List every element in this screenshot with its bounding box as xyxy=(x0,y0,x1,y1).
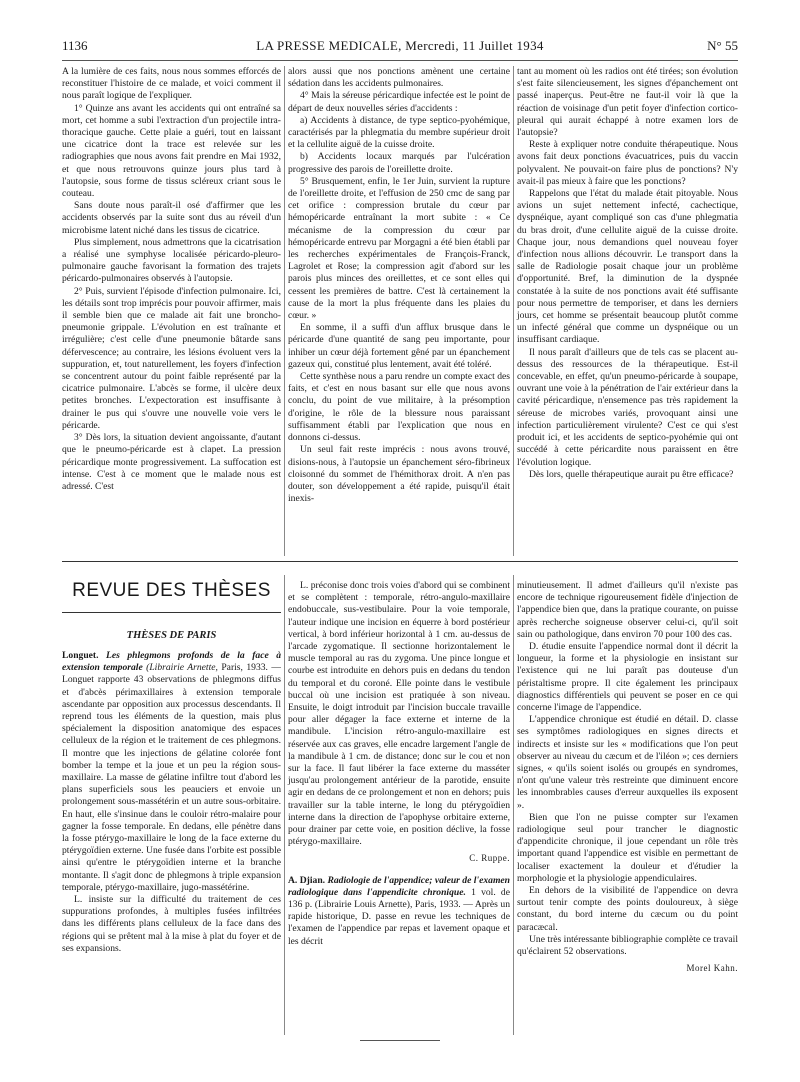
section-divider xyxy=(62,561,738,562)
paragraph: Un seul fait reste imprécis : nous avons trouvé, disions-nous, à l'autopsie un épanchement séro-fibrineux cloisonné du sommet de l'hémithorax droit. A n'en pas douter, son développement a été rapide, puisqu'il était inexis- xyxy=(288,444,510,505)
page-number: 1136 xyxy=(62,38,88,53)
paragraph: En somme, il a suffi d'un afflux brusque dans le péricarde d'une quantité de sang peu importante, pour inhiber un cœur déjà fortement gêné par un épanchement gazeux qui, constitué plus lentement, avait été toléré. xyxy=(288,322,510,370)
header-divider xyxy=(62,60,738,61)
paragraph: A la lumière de ces faits, nous nous sommes efforcés de reconstituer l'histoire de ce malade, et voici comment il nous paraît logique de l'expliquer. xyxy=(62,66,281,102)
paragraph: D. étudie ensuite l'appendice normal dont il décrit la longueur, la forme et la physiologie en insistant sur l'existence qui ne lui paraît pas douteuse d'un péristaltisme propre. Il cite également les principaux diagnostics différentiels qui peuvent se poser en ce qui concerne l'image de l'appendice. xyxy=(517,641,738,714)
paragraph: 1° Quinze ans avant les accidents qui ont entraîné sa mort, cet homme a subi l'extraction d'un projectile intra-thoracique gauche. Cette plaie a guéri, tout en laissant une cicatrice dont la trace est relevée sur les radiographies que nous avons fait prendre en Mai 1932, et que nous retrouvons quinze jours plus tard à l'autopsie, sous forme de tissus scléreux criant sous le couteau. xyxy=(62,102,281,200)
thesis-entry xyxy=(62,650,281,894)
paragraph: L. insiste sur la difficulté du traitement de ces suppurations profondes, à multiples fusées infiltrées dans les différents plans celluleux de la face dans des régions qui se prêtent mal à la mise à plat du foyer et de ses expansions. xyxy=(62,894,281,954)
paragraph: tant au moment où les radios ont été tirées; son évolution s'est faite silencieusement, les signes d'épanchement ont passé inaperçus. Peut-être ne faut-il voir là que la réaction de voisinage d'un petit foyer d'infection cortico-pleural qui aurait échappé à notre examen lors de l'autopsie? xyxy=(517,66,738,139)
thesis-place-year: Paris, 1933. xyxy=(221,662,268,674)
section-subtitle: THÈSES DE PARIS xyxy=(126,630,217,641)
paragraph: Bien que l'on ne puisse compter sur l'examen radiologique seul pour trancher le diagnostic d'appendicite chronique, il joue cependant un rôle très important quand l'appendice est visible en permettant de localiser exactement la douleur et d'étudier la morphologie et la physiologie appendiculaires. xyxy=(517,811,738,884)
paragraph: 2° Puis, survient l'épisode d'infection pulmonaire. Ici, les détails sont trop imprécis pour pouvoir affirmer, mais il semble bien que ce malade ait fait une broncho-pneumonie grippale. L'évolution en est traînante et irrégulière; c'est celle d'une pneumonie bâtarde sans défervescence; au contraire, les lésions évoluent vers la suppuration, et, tout naturellement, les foyers d'infection se concentrent autour du point faible représenté par la cicatrice pulmonaire. L'abcès se forme, il ulcère deux petites bronches. L'expectoration est insuffisante à drainer le pus qui s'ouvre une nouvelle voie vers le péricarde. xyxy=(62,285,281,431)
paragraph: 3° Dès lors, la situation devient angoissante, d'autant que le pneumo-péricarde est à clapet. La pression péricardique monte progressivement. La suffocation est intense. C'est à ce moment que le malade nous est adressé. C'est xyxy=(62,432,281,492)
column-divider xyxy=(284,66,285,556)
thesis-signature: Morel Kahn. xyxy=(686,963,738,974)
paragraph: alors aussi que nos ponctions amènent une certaine sédation dans les accidents pulmonaires. xyxy=(288,66,510,90)
journal-title: LA PRESSE MEDICALE, Mercredi, 11 Juillet 1934 xyxy=(256,38,544,53)
thesis-publisher: (Librairie Arnette, xyxy=(146,662,218,674)
paragraph: b) Accidents locaux marqués par l'ulcération progressive des parois de l'oreillette droite. xyxy=(288,151,510,175)
thesis-author: A. Djian. xyxy=(288,874,326,886)
paragraph: Dès lors, quelle thérapeutique aurait pu être efficace? xyxy=(529,468,734,480)
thesis-column-3 xyxy=(517,580,738,975)
paragraph: L'appendice chronique est étudié en détail. D. classe ses symptômes radiologiques en signes directs et indirects et insiste sur les « modifications que l'on peut observer au niveau du cæcum et de l'iléon »; ces derniers signes, « qu'ils soient isolés ou groupés en syndromes, n'ont qu'une valeur très restreinte que diminuent encore les innombrables causes d'erreur auxquelles ils exposent ». xyxy=(517,714,738,811)
paragraph: Rappelons que l'état du malade était pitoyable. Nous avions un sujet nettement infecté, cachectique, dyspnéique, ayant compliqué son cas d'une phlegmatia du bras droit, d'une cellulite aiguë de la cuisse droite. Chaque jour, nous demandions quel nouveau foyer d'infection nous allions découvrir. Le transport dans la salle de Radiologie posait chaque jour un problème d'opportunité. Bref, la diminution de la dyspnée constatée à la suite de nos ponctions avait été suffisante pour nous permettre de temporiser, et dans les derniers jours, cet homme se présentait beaucoup plutôt comme un infecté général que comme un dyspnéique ou un insuffisant cardiaque. xyxy=(517,188,738,346)
paragraph: En dehors de la visibilité de l'appendice on devra surtout tenir compte des points douloureux, à siège constant, du bord interne du cæcum ou du point paracæcal. xyxy=(517,885,738,933)
thesis-details: 1 vol. de 136 p. (Librairie Louis Arnette), Paris, 1933. — Après un rapide historique, D. passe en revue les techniques de l'examen de l'appendice par repas et lavement opaque et les décrit xyxy=(288,886,510,947)
paragraph: Plus simplement, nous admettrons que la cicatrisation a réalisé une symphyse localisée péricardo-pleuro-pulmonaire gauche favorisant la formation des trajets péricardo-pulmonaires observés à l'autopsie. xyxy=(62,236,281,285)
paragraph: Reste à expliquer notre conduite thérapeutique. Nous avons fait deux ponctions évacuatrices, puis du vaccin polyvalent. Ne pouvait-on faire plus de ponctions? N'y avait-il pas mieux à faire que les ponctions? xyxy=(517,139,738,187)
thesis-signature: C. Ruppe. xyxy=(469,853,510,864)
paragraph: a) Accidents à distance, de type septico-pyohémique, caractérisés par la phlegmatia du membre supérieur droit et la cellulite aiguë de la cuisse droite. xyxy=(288,114,510,151)
page-header xyxy=(62,38,738,60)
column-divider xyxy=(513,66,514,556)
paragraph: Cette synthèse nous a paru rendre un compte exact des faits, et c'est en nous basant sur elle que nous avons conclu, du point de vue militaire, à la présomption d'origine, le rôle de la blessure nous paraissant suffisamment établi par l'explication que nous en donnons ci-dessus. xyxy=(288,371,510,444)
thesis-entry xyxy=(288,875,510,948)
issue-number: N° 55 xyxy=(707,38,738,53)
thesis-column-2 xyxy=(288,580,510,948)
thesis-column-1 xyxy=(62,650,281,955)
end-rule xyxy=(360,1040,440,1041)
article-column-3 xyxy=(517,66,738,481)
section-title: REVUE DES THÈSES xyxy=(72,580,271,601)
thesis-title: Radiologie de l'appendice; valeur de l'examen radiologique dans l'appendicite chronique. xyxy=(288,874,511,898)
paragraph: Une très intéressante bibliographie complète ce travail qu'éclairent 52 observations. xyxy=(517,933,738,958)
paragraph: — Longuet rapporte 43 observations de phlegmons diffus et d'abcès périmaxillaires à extension temporale ascendante par opposition aux processus descendants. Il reprend tous les éléments de la question, mais plus spécialement la disposition anatomique des espaces celluleux de la région et le traitement de ces phlegmons. Il montre que les injections de gélatine colorée font bomber la tempe et la joue et un peu la région sous-maxillaire. La masse de gélatine infiltre tout d'abord les plans superficiels sous les peauciers et envoie un prolongement sous-massétérin et un autre sous-orbitaire. En haut, elle s'insinue dans le couloir rétro-malaire pour gagner la fosse temporale. En dedans, elle pénètre dans la fosse ptérygo-maxillaire le long de la face externe du ptérygoïdien externe. Une fusée dans l'orbite est possible ainsi qu'entre le ptérygoïdien interne et la branche montante. Il s'agit donc de phlegmons à triple expansion temporale, ptérygo-maxillaire, jugo-massétérine. xyxy=(62,662,281,893)
paragraph: Sans doute nous paraît-il osé d'affirmer que les accidents observés par la suite sont dus au réveil d'un microbisme latent niché dans les tissus de cicatrice. xyxy=(62,200,281,236)
paragraph: minutieusement. Il admet d'ailleurs qu'il n'existe pas encore de technique rigoureusement fidèle d'injection de l'appendice bien que, dans la pratique courante, on puisse après recherche soigneuse observer celui-ci, qu'il soit sain ou pathologique, dans environ 70 pour 100 des cas. xyxy=(517,580,738,640)
article-column-1 xyxy=(62,66,281,493)
article-column-2 xyxy=(288,66,510,505)
paragraph: Il nous paraît d'ailleurs que de tels cas se placent au-dessus des ressources de la thérapeutique. Est-il concevable, en effet, qu'un pneumo-péricarde à soupape, ouvrant une voie à la pénétration de l'air extérieur dans la cavité péricardique, n'ensemence pas très rapidement la séreuse de microbes variés, provoquant ainsi une infection particulièrement virulente? C'est ce qui s'est produit ici, et les accidents de septico-pyohémie qui ont succédé à cette péricardite nous paraissent en être l'évolution logique. xyxy=(517,346,738,468)
paragraph: 5° Brusquement, enfin, le 1er Juin, survient la rupture de l'oreillette droite, et l'effusion de 250 cmc de sang par cet orifice : compression brutale du cœur par hémopéricarde entraînant la mort subite : « Ce mécanisme de la compression du cœur par hémopéricarde entrevu par Morgagni a été bien établi par les recherches expérimentales de François-Franck, Lagrolet et Rose; la compression agit d'abord sur les parois plus minces des oreillettes, et ce sont elles qui cessent les premières de battre. C'est là certainement la cause de la mort la plus fréquente dans les plaies du cœur. » xyxy=(288,175,510,322)
column-divider xyxy=(284,575,285,1035)
paragraph: L. préconise donc trois voies d'abord qui se combinent et se complètent : temporale, rétro-angulo-maxillaire endobuccale, sus-vestibulaire. Pour la voie temporale, l'auteur indique une incision en équerre à bord postérieur vertical, à bord inférieur horizontal à 1 cm. au-dessus de l'arcade zygomatique. Il sectionne horizontalement le muscle temporal au ras du zygoma. Une pince longue et courbe est introduite en dehors puis en dedans du tendon du temporal et du coroné. Elle pointe dans le vestibule buccal où une incision est pratiquée à son niveau. Ensuite, le doigt introduit par l'incision buccale travaille pour aller dégager la face externe et interne de la mandibule. L'incision rétro-angulo-maxillaire est réservée aux cas graves, elle encadre largement l'angle de la mandibule à 1 cm. de distance; donc sur le cou et non sur la face. Il faut libérer la face externe du masséter jusqu'au prolongement antérieur de la parotide, ensuite agir en dedans de ce prolongement et non en dehors; puis travailler sur la table interne, le long du ptérygoïdien interne dans la direction de l'apophyse orbitaire externe, pour drainer par cette voie, en position déclive, la fosse ptérygo-maxillaire. xyxy=(288,580,510,848)
thesis-title: Les phlegmons profonds de la face à extension temporale xyxy=(62,650,281,674)
title-underline xyxy=(62,612,281,613)
thesis-author: Longuet. xyxy=(62,650,99,661)
paragraph: 4° Mais la séreuse péricardique infectée est le point de départ de deux nouvelles séries d'accidents : xyxy=(288,90,510,114)
column-divider xyxy=(513,575,514,1035)
